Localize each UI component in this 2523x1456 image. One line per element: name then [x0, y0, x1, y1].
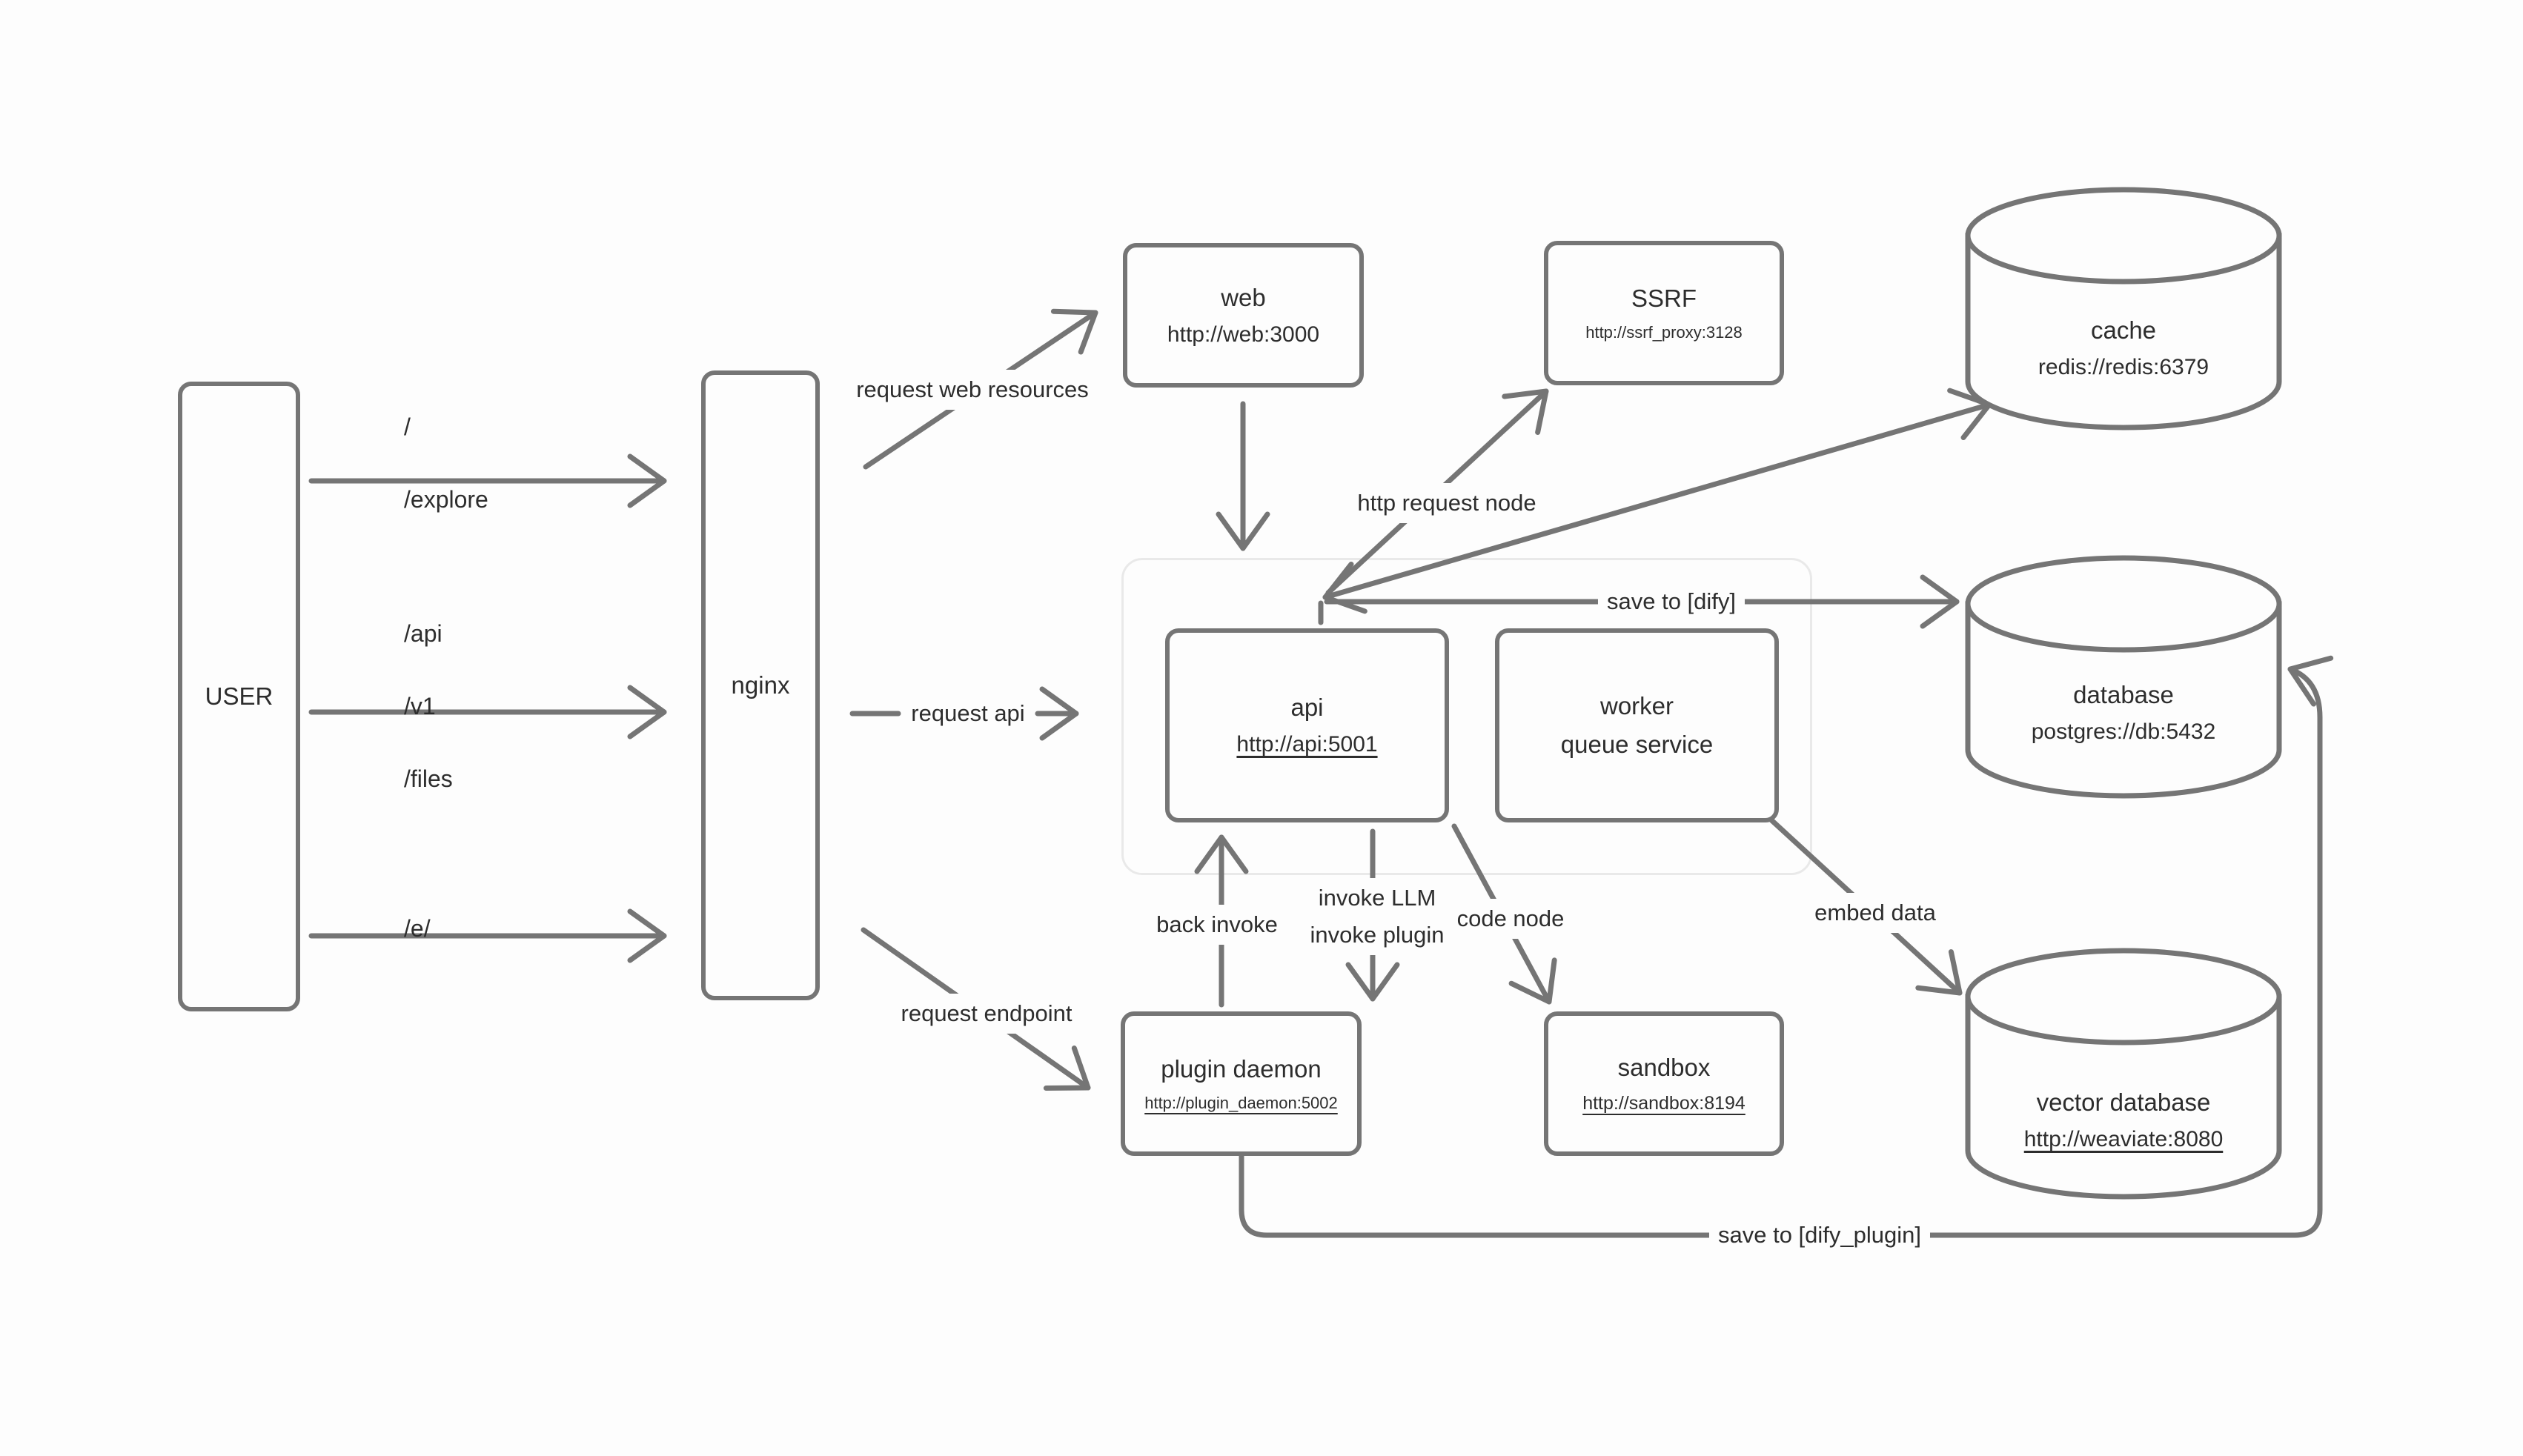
- node-user: [178, 382, 300, 1011]
- node-worker: [1495, 628, 1779, 822]
- node-cache-label: cache: [2090, 316, 2157, 344]
- node-ssrf-label: SSRF: [1631, 284, 1697, 312]
- edge-label-request-web-resources: request web resources: [847, 370, 1098, 410]
- node-sandbox: [1544, 1011, 1784, 1156]
- edge-label-invoke-plugin: invoke plugin: [1302, 915, 1453, 955]
- node-cache-url: redis://redis:6379: [2038, 355, 2209, 379]
- node-user-label: USER: [205, 682, 273, 710]
- edge-label-save-to-dify: save to [dify]: [1598, 582, 1745, 622]
- node-plugin-daemon-url[interactable]: http://plugin_daemon:5002: [1144, 1093, 1338, 1112]
- node-vector-database-url[interactable]: http://weaviate:8080: [2023, 1127, 2224, 1151]
- node-sandbox-label: sandbox: [1617, 1053, 1711, 1081]
- node-plugin-daemon-label: plugin daemon: [1161, 1054, 1322, 1083]
- node-database-url: postgres://db:5432: [2031, 719, 2216, 744]
- vector-database-cylinder: [1968, 951, 2279, 1197]
- node-api: [1165, 628, 1449, 822]
- node-nginx: [701, 370, 820, 1000]
- edge-label-invoke-llm: invoke LLM: [1310, 878, 1445, 918]
- node-worker-sublabel: queue service: [1560, 731, 1714, 758]
- node-api-url[interactable]: http://api:5001: [1236, 732, 1378, 757]
- edge-label-back-invoke: back invoke: [1147, 905, 1287, 945]
- node-vector-database: [2024, 1083, 2224, 1157]
- edge-label-request-endpoint: request endpoint: [892, 994, 1081, 1034]
- node-worker-label: worker: [1599, 692, 1674, 719]
- edge-label-save-to-dify-plugin: save to [dify_plugin]: [1709, 1215, 1930, 1255]
- node-ssrf-url: http://ssrf_proxy:3128: [1585, 322, 1743, 342]
- edge-label-code-node: code node: [1448, 899, 1574, 939]
- node-api-label: api: [1290, 694, 1324, 721]
- cache-cylinder: [1968, 190, 2279, 428]
- node-web-label: web: [1221, 283, 1266, 311]
- node-web: [1123, 243, 1364, 388]
- node-database-label: database: [2073, 681, 2174, 708]
- route-label-api-paths: /api /v1 /files: [404, 620, 453, 792]
- node-vector-database-label: vector database: [2036, 1088, 2211, 1116]
- route-label-web-paths: / /explore: [404, 413, 488, 513]
- edge-label-embed-data: embed data: [1806, 893, 1945, 933]
- edge-label-http-request-node: http request node: [1348, 483, 1545, 523]
- node-ssrf: [1544, 241, 1784, 385]
- node-database: [2032, 676, 2216, 750]
- node-cache: [2038, 311, 2209, 385]
- route-label-plugin-paths: /e/: [404, 915, 431, 942]
- node-nginx-label: nginx: [731, 671, 790, 699]
- node-web-url: http://web:3000: [1167, 322, 1320, 347]
- edge-label-request-api: request api: [902, 694, 1033, 734]
- node-sandbox-url[interactable]: http://sandbox:8194: [1582, 1092, 1745, 1114]
- node-plugin-daemon: [1121, 1011, 1362, 1156]
